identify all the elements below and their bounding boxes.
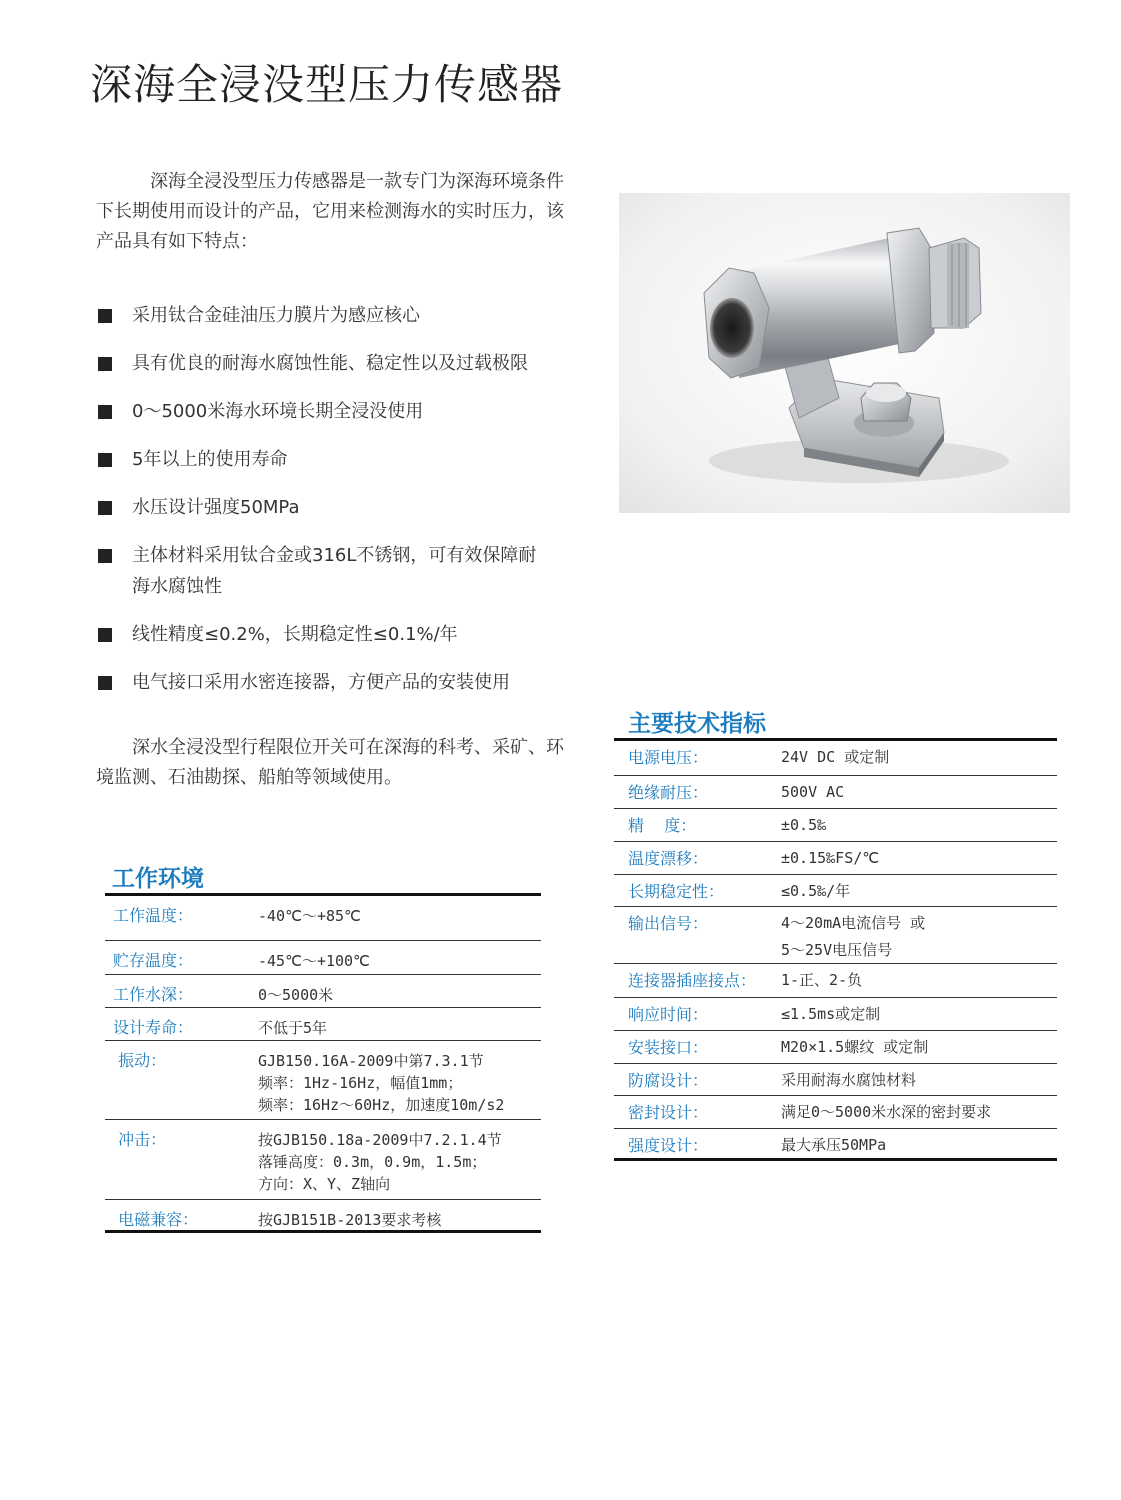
spec-value-line: ≤1.5ms或定制 [781,1005,881,1023]
spec-label: 工作水深： [113,985,194,1004]
spec-value-line: 按GJB151B-2013要求考核 [258,1211,442,1229]
spec-value [781,1099,991,1128]
spec-value-line: 频率：1Hz-16Hz，幅值1mm； [258,1074,463,1092]
spec-label: 防腐设计： [628,1071,709,1090]
spec-value-line: ≤0.5‰/年 [781,882,851,900]
spec-value [781,779,844,808]
spec-row [105,1008,541,1041]
spec-label: 连接器插座接点： [628,971,757,990]
spec-value-line: 500V AC [781,783,845,801]
spec-label: 工作温度： [113,906,194,925]
feature-text: 电气接口采用水密连接器，方便产品的安装使用 [132,672,510,693]
spec-value-line: 4～20mA电流信号 或 [781,914,926,932]
feature-item [96,348,586,379]
spec-label: 长期稳定性： [628,882,725,901]
spec-row [105,941,541,975]
spec-value-line: ±0.5‰ [781,816,827,834]
page-title: 深海全浸没型压力传感器 [90,60,564,109]
spec-row [105,1041,541,1120]
feature-text: 具有优良的耐海水腐蚀性能、稳定性以及过载极限 [132,353,528,374]
spec-value [258,1050,504,1119]
spec-value [258,905,361,940]
spec-value-line: 频率：16Hz～60Hz，加速度10m/s2 [258,1096,505,1114]
spec-value-line: 满足0～5000米水深的密封要求 [781,1103,992,1121]
spec-value [781,967,862,997]
square-bullet-icon [98,628,112,642]
spec-row [614,1031,1057,1064]
spec-value-line: 按GJB150.18a-2009中7.2.1.4节 [258,1131,502,1149]
spec-label: 冲击： [113,1130,167,1149]
spec-label: 精 度： [628,816,697,835]
square-bullet-icon [98,549,112,563]
spec-row [614,998,1057,1031]
spec-value [258,984,333,1007]
spec-value-line: 5～25V电压信号 [781,941,893,959]
spec-row [105,896,541,941]
spec-value [258,1209,441,1230]
spec-value-line: 采用耐海水腐蚀材料 [781,1071,917,1089]
spec-row [614,1129,1057,1161]
spec-value-line: GJB150.16A-2009中第7.3.1节 [258,1052,484,1070]
square-bullet-icon [98,405,112,419]
feature-text: 0～5000米海水环境长期全浸没使用 [132,401,424,422]
square-bullet-icon [98,501,112,515]
feature-text: 主体材料采用钛合金或316L不锈钢，可有效保障耐 [132,545,537,566]
tech-spec-table [614,738,1057,1161]
square-bullet-icon [98,309,112,323]
spec-label: 安装接口： [628,1038,709,1057]
spec-value [781,1034,928,1063]
spec-row [105,975,541,1008]
spec-row [614,741,1057,776]
spec-value-line: M20×1.5螺纹 或定制 [781,1038,929,1056]
spec-row [614,842,1057,875]
spec-value-line: 最大承压50MPa [781,1136,887,1154]
square-bullet-icon [98,676,112,690]
spec-value [781,744,889,775]
feature-item [96,667,586,698]
feature-item [96,444,586,475]
spec-value-line: 落锤高度：0.3m，0.9m，1.5m； [258,1153,487,1171]
spec-label: 设计寿命： [113,1018,194,1037]
square-bullet-icon [98,453,112,467]
spec-value-line: 1-正、2-负 [781,971,863,989]
spec-row [105,1200,541,1233]
spec-value [258,1129,502,1199]
spec-value [781,878,850,906]
work-env-title: 工作环境 [112,866,204,892]
spec-value-line: 方向：X、Y、Z轴向 [258,1175,391,1193]
spec-value [258,950,370,974]
feature-text: 5年以上的使用寿命 [132,449,288,470]
feature-item [96,540,586,602]
feature-item [96,619,586,650]
spec-row [614,1096,1057,1129]
spec-value-line: 不低于5年 [258,1019,328,1037]
spec-label: 响应时间： [628,1005,709,1024]
spec-value [781,845,879,874]
spec-label: 温度漂移： [628,849,709,868]
spec-label: 输出信号： [628,914,709,933]
spec-row [614,809,1057,842]
spec-label: 振动： [113,1051,167,1070]
square-bullet-icon [98,357,112,371]
spec-value-line: ±0.15‰FS/℃ [781,849,880,867]
feature-text: 海水腐蚀性 [132,576,222,597]
spec-label: 绝缘耐压： [628,783,709,802]
spec-row [614,907,1057,964]
product-photo [619,193,1070,513]
spec-value [781,1132,886,1158]
spec-label: 电源电压： [628,748,709,767]
intro-paragraph: 深海全浸没型压力传感器是一款专门为深海环境条件下长期使用而设计的产品，它用来检测海水的实时压力，该产品具有如下特点： [96,171,564,252]
spec-value [781,812,826,841]
spec-row [614,964,1057,998]
spec-value [781,1067,916,1095]
spec-value-line: -40℃～+85℃ [258,907,361,925]
spec-row [614,875,1057,907]
feature-text: 线性精度≤0.2%，长期稳定性≤0.1%/年 [132,624,458,645]
spec-row [614,1064,1057,1096]
spec-value [258,1017,327,1040]
spec-value-line: -45℃～+100℃ [258,952,370,970]
spec-row [614,776,1057,809]
tech-spec-title: 主要技术指标 [628,711,766,737]
feature-item [96,300,586,331]
feature-list [96,300,586,715]
spec-value-line: 24V DC 或定制 [781,748,890,766]
spec-row [105,1120,541,1200]
spec-value [781,1001,880,1030]
work-env-table [105,893,541,1233]
spec-label: 强度设计： [628,1136,709,1155]
spec-label: 贮存温度： [113,951,194,970]
spec-value [781,910,925,963]
feature-text: 采用钛合金硅油压力膜片为感应核心 [132,305,420,326]
spec-label: 电磁兼容： [113,1210,199,1229]
feature-item [96,396,586,427]
spec-value-line: 0～5000米 [258,986,334,1004]
feature-text: 水压设计强度50MPa [132,497,300,518]
application-paragraph: 深水全浸没型行程限位开关可在深海的科考、采矿、环境监测、石油勘探、船舶等领域使用。 [96,737,564,788]
spec-label: 密封设计： [628,1103,709,1122]
feature-item [96,492,586,523]
